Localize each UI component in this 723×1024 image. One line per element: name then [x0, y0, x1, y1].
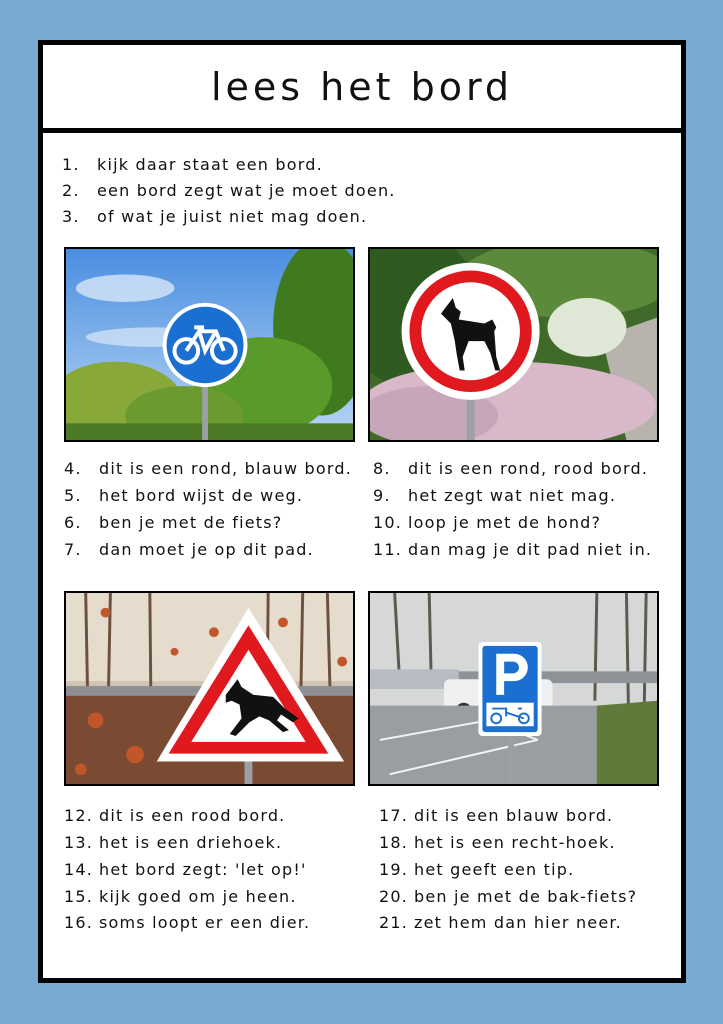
line-text: zet hem dan hier neer. — [414, 913, 622, 932]
line-number: 2. — [62, 181, 80, 200]
line-number: 12. — [64, 806, 94, 825]
line-text: een bord zegt wat je moet doen. — [97, 181, 396, 200]
panel-4-line-5 — [379, 913, 622, 933]
line-text: soms loopt er een dier. — [99, 913, 311, 932]
panel-4-line-2 — [379, 833, 616, 853]
page-title: lees het bord — [210, 64, 514, 109]
line-text: het geeft een tip. — [414, 860, 575, 879]
title-bar — [43, 45, 681, 133]
line-number: 19. — [379, 860, 409, 879]
line-number: 18. — [379, 833, 409, 852]
panel-2-line-1 — [373, 459, 648, 479]
no-dogs-sign-photo — [368, 247, 659, 442]
line-number: 11. — [373, 540, 403, 559]
deer-warning-sign-photo — [64, 591, 355, 786]
line-text: kijk goed om je heen. — [99, 887, 297, 906]
intro-line-1 — [62, 155, 323, 175]
line-text: dan mag je dit pad niet in. — [408, 540, 653, 559]
line-text: ben je met de bak-fiets? — [414, 887, 638, 906]
panel-2-line-3 — [373, 513, 601, 533]
panel-4-line-1 — [379, 806, 613, 826]
line-number: 1. — [62, 155, 80, 174]
line-number: 15. — [64, 887, 94, 906]
line-number: 17. — [379, 806, 409, 825]
panel-1-line-4 — [64, 540, 314, 560]
line-text: het bord wijst de weg. — [99, 486, 304, 505]
line-number: 8. — [373, 459, 391, 478]
line-number: 10. — [373, 513, 403, 532]
line-text: het zegt wat niet mag. — [408, 486, 617, 505]
bicycle-sign-photo — [64, 247, 355, 442]
panel-3-line-4 — [64, 887, 297, 907]
panel-4-line-4 — [379, 887, 637, 907]
panel-3-line-2 — [64, 833, 282, 853]
line-number: 3. — [62, 207, 80, 226]
line-number: 20. — [379, 887, 409, 906]
line-number: 7. — [64, 540, 82, 559]
line-text: kijk daar staat een bord. — [97, 155, 323, 174]
panel-1-line-1 — [64, 459, 352, 479]
line-number: 21. — [379, 913, 409, 932]
panel-2-line-2 — [373, 486, 616, 506]
line-text: of wat je juist niet mag doen. — [97, 207, 368, 226]
intro-line-3 — [62, 207, 367, 227]
line-text: ben je met de fiets? — [99, 513, 283, 532]
panel-1-line-2 — [64, 486, 303, 506]
panel-3-line-3 — [64, 860, 307, 880]
line-text: dan moet je op dit pad. — [99, 540, 314, 559]
panel-3-line-1 — [64, 806, 285, 826]
line-number: 4. — [64, 459, 82, 478]
line-number: 14. — [64, 860, 94, 879]
line-text: dit is een rood bord. — [99, 806, 286, 825]
panel-4-line-3 — [379, 860, 574, 880]
panel-3-line-5 — [64, 913, 310, 933]
intro-line-2 — [62, 181, 396, 201]
line-number: 16. — [64, 913, 94, 932]
cargo-bike-parking-sign-photo — [368, 591, 659, 786]
line-text: het bord zegt: 'let op!' — [99, 860, 307, 879]
line-number: 9. — [373, 486, 391, 505]
line-number: 5. — [64, 486, 82, 505]
line-text: dit is een rond, blauw bord. — [99, 459, 353, 478]
line-number: 6. — [64, 513, 82, 532]
line-number: 13. — [64, 833, 94, 852]
line-text: het is een recht-hoek. — [414, 833, 616, 852]
line-text: dit is een blauw bord. — [414, 806, 614, 825]
panel-2-line-4 — [373, 540, 652, 560]
line-text: dit is een rond, rood bord. — [408, 459, 649, 478]
line-text: het is een driehoek. — [99, 833, 283, 852]
line-text: loop je met de hond? — [408, 513, 602, 532]
panel-1-line-3 — [64, 513, 283, 533]
